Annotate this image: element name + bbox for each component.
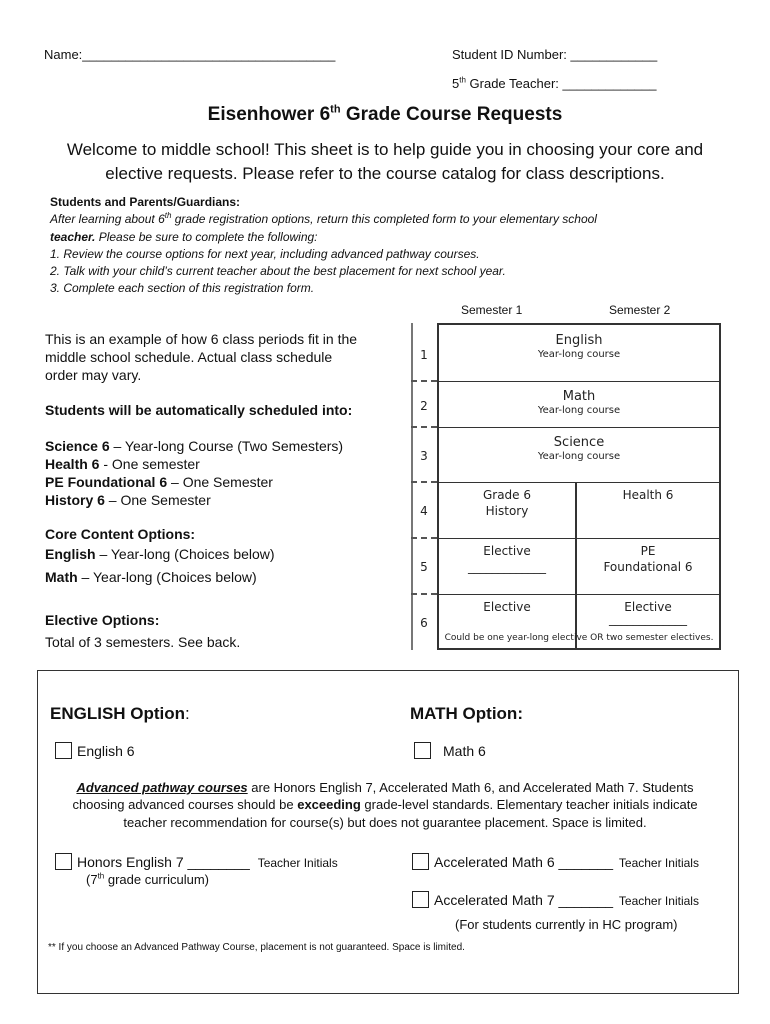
english6-option[interactable]: English 6 (55, 742, 135, 759)
accel-math6-option[interactable]: Accelerated Math 6 _______ Teacher Initials (412, 853, 699, 870)
core-content-heading: Core Content Options: (45, 526, 196, 542)
course-science: Science 6 – Year-long Course (Two Semesters) (45, 438, 344, 454)
auto-scheduled-heading: Students will be automatically scheduled into: (45, 402, 353, 418)
instructions-heading: Students and Parents/Guardians: (50, 195, 241, 209)
instructions-line-1: After learning about 6th grade registration options, return this completed form to your elementary school (50, 211, 597, 226)
cell-elective-period6-s1: Elective (483, 600, 531, 614)
page-title: Eisenhower 6th Grade Course Requests (207, 103, 563, 125)
instructions-line-2: teacher. Please be sure to complete the following: (50, 230, 318, 244)
accel-math7-option[interactable]: Accelerated Math 7 _______ Teacher Initials (412, 891, 699, 908)
intro-line-1: This is an example of how 6 class periods fit in the (45, 331, 358, 347)
course-history: History 6 – One Semester (45, 492, 211, 508)
accel-math7-checkbox[interactable] (412, 891, 429, 908)
cell-elective-period5: Elective _____________ (468, 544, 546, 574)
intro-line-3: order may vary. (45, 367, 142, 383)
welcome-line-2: elective requests. Please refer to the course catalog for class descriptions. (105, 164, 665, 183)
period-4: 4 (420, 504, 428, 518)
name-field-label: Name:___________________________________ (44, 47, 336, 62)
intro-line-2: middle school schedule. Actual class schedule (45, 349, 333, 365)
period-5: 5 (420, 560, 428, 574)
advanced-pathway-line-3: teacher recommendation for course(s) but does not guarantee placement. Space is limited. (123, 815, 647, 830)
footnote: ** If you choose an Advanced Pathway Course, placement is not guaranteed. Space is limited. (48, 942, 465, 953)
course-pe: PE Foundational 6 – One Semester (45, 474, 273, 490)
english6-checkbox[interactable] (55, 742, 72, 759)
instructions-step-3: 3. Complete each section of this registration form. (50, 281, 315, 295)
schedule-grid (411, 323, 721, 650)
student-id-label: Student ID Number: ____________ (452, 47, 658, 62)
cell-period6-note: Could be one year-long elective OR two semester electives. (444, 633, 714, 643)
elective-options-heading: Elective Options: (45, 612, 160, 628)
semester-1-label: Semester 1 (461, 303, 523, 317)
teacher-label: 5th Grade Teacher: _____________ (452, 75, 657, 91)
instructions-step-1: 1. Review the course options for next year, including advanced pathway courses. (50, 247, 480, 261)
math-option-heading: MATH Option: (410, 704, 523, 723)
english-option-heading: ENGLISH Option: (50, 704, 190, 723)
cell-science: Science Year-long course (537, 435, 621, 462)
semester-2-label: Semester 2 (609, 303, 671, 317)
core-english: English – Year-long (Choices below) (45, 546, 275, 562)
math6-option[interactable]: Math 6 (414, 742, 486, 759)
cell-pe: PE Foundational 6 (603, 544, 693, 574)
welcome-line-1: Welcome to middle school! This sheet is to help guide you in choosing your core and (66, 140, 704, 159)
hc-program-note: (For students currently in HC program) (455, 917, 678, 932)
honors-english7-checkbox[interactable] (55, 853, 72, 870)
cell-health: Health 6 (622, 488, 674, 502)
elective-options-text: Total of 3 semesters. See back. (45, 634, 241, 650)
cell-math: Math Year-long course (537, 389, 621, 416)
honors-english7-option[interactable]: Honors English 7 ________ Teacher Initials (55, 853, 338, 870)
instructions-step-2: 2. Talk with your child’s current teacher about the best placement for next school year. (50, 264, 506, 278)
course-health: Health 6 - One semester (45, 456, 200, 472)
period-3: 3 (420, 449, 428, 463)
advanced-pathway-line-2: choosing advanced courses should be exceeding grade-level standards. Elementary teacher initials indicate (72, 797, 698, 812)
period-6: 6 (420, 616, 428, 630)
math6-checkbox[interactable] (414, 742, 431, 759)
advanced-pathway-line-1: Advanced pathway courses are Honors English 7, Accelerated Math 6, and Accelerated Math 7. Students (76, 780, 694, 795)
honors-english7-note: (7th grade curriculum) (86, 871, 209, 887)
core-math: Math – Year-long (Choices below) (45, 569, 257, 585)
period-2: 2 (420, 399, 428, 413)
period-1: 1 (420, 348, 428, 362)
cell-elective-period6-s2: Elective _____________ (609, 600, 687, 626)
cell-english: English Year-long course (537, 333, 621, 360)
accel-math6-checkbox[interactable] (412, 853, 429, 870)
cell-grade6-history: Grade 6 History (482, 488, 532, 518)
